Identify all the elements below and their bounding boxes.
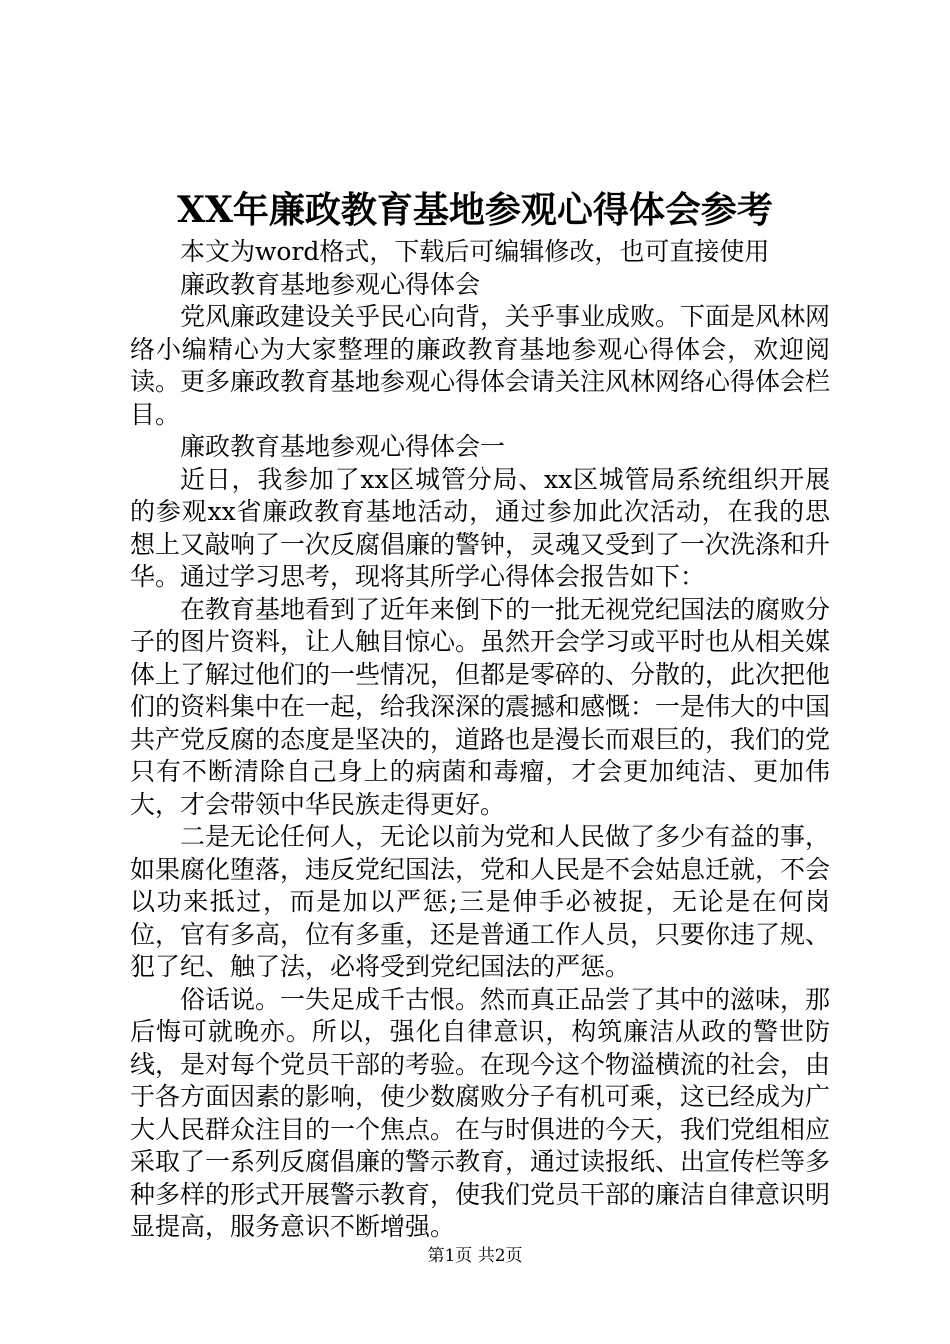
- body-paragraph: 在教育基地看到了近年来倒下的一批无视党纪国法的腐败分子的图片资料，让人触目惊心。虽然开会学习或平时也从相关媒体上了解过他们的一些情况，但都是零碎的、分散的，此次把他们的资料集中在一起，给我深深的震撼和感慨：一是伟大的中国共产党反腐的态度是坚决的，道路也是漫长而艰巨的，我们的党只有不断清除自己身上的病菌和毒瘤，才会更加纯洁、更加伟大，才会带领中华民族走得更好。: [130, 594, 831, 819]
- body-paragraph: 近日，我参加了xx区城管分局、xx区城管局系统组织开展的参观xx省廉政教育基地活动，通过参加此次活动，在我的思想上又敲响了一次反腐倡廉的警钟，灵魂又受到了一次洗涤和升华。通过学习思考，现将其所学心得体会报告如下：: [130, 464, 831, 591]
- body-paragraph: 俗话说。一失足成千古恨。然而真正品尝了其中的滋味，那后悔可就晚亦。所以，强化自律意识，构筑廉洁从政的警世防线，是对每个党员干部的考验。在现今这个物溢横流的社会，由于各方面因素的影响，使少数腐败分子有机可乘，这已经成为广大人民群众注目的一个焦点。在与时俱进的今天，我们党组相应采取了一系列反腐倡廉的警示教育，通过读报纸、出宣传栏等多种多样的形式开展警示教育，使我们党员干部的廉洁自律意识明显提高，服务意识不断增强。: [130, 984, 831, 1241]
- section-heading-paragraph: 廉政教育基地参观心得体会一: [180, 432, 506, 461]
- document-body: [130, 236, 830, 1244]
- body-paragraph: 二是无论任何人，无论以前为党和人民做了多少有益的事，如果腐化堕落，违反党纪国法，党和人民是不会姑息迁就，不会以功来抵过，而是加以严惩;三是伸手必被捉，无论是在何岗位，官有多高，位有多重，还是普通工作人员，只要你违了规、犯了纪、触了法，必将受到党纪国法的严惩。: [130, 822, 831, 981]
- page-number-footer: 第1页 共2页: [427, 1246, 523, 1266]
- intro-paragraph: 党风廉政建设关乎民心向背，关乎事业成败。下面是风林网络小编精心为大家整理的廉政教育基地参观心得体会，欢迎阅读。更多廉政教育基地参观心得体会请关注风林网络心得体会栏目。: [130, 302, 831, 429]
- subtitle-paragraph: 廉政教育基地参观心得体会: [180, 269, 481, 299]
- document-title: XX年廉政教育基地参观心得体会参考: [177, 189, 773, 231]
- format-note-paragraph: 本文为word格式，下载后可编辑修改，也可直接使用: [180, 237, 770, 266]
